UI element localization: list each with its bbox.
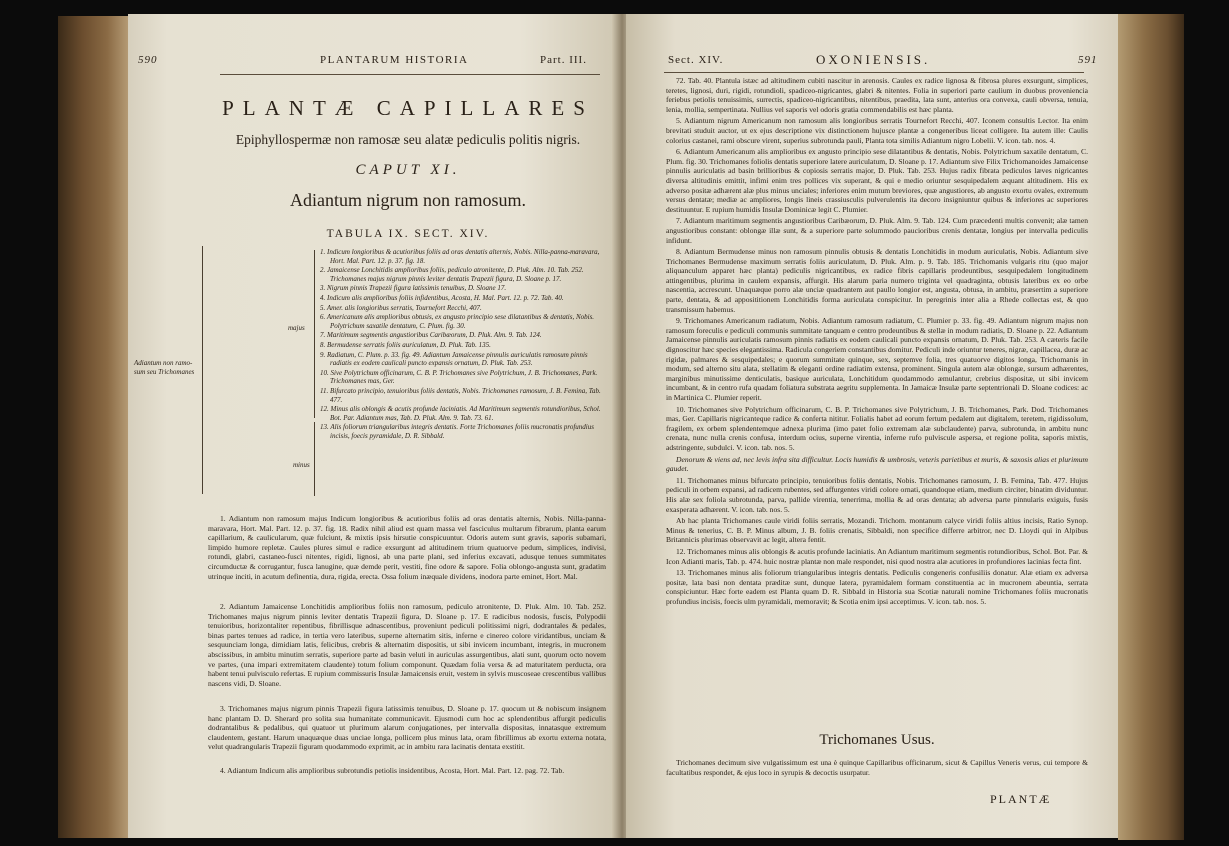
left-part: Part. III. xyxy=(540,54,587,66)
right-paragraph: 8. Adiantum Bermudense minus non ramosum pinnulis obtusis & dentatis Lonchitidis in modum auriculatis, Nobis. Adiantum sive Trichomanes Bermudense maximum serratis foliis auriculatum, D. Pluk. Alm. p. 9. Tab. 185. Trichomanis vulgaris ritu (quo major aliquanculum apparet hæc planta) pediculis nigricantibus, ex radice fibris capillaris prodeuntibus, sesquipedalem longitudinem attingentibus, plurima in caulem expansis, affurgit. His alarum paria numero triginta vel quadraginta, obtusis lateribus ex eo orbe nascentia, accrescunt. Unaquæque porro alæ unciæ quadrantem aut paullo longior est, angusta, obtusa, in ambitu, præsertim a superiore parte, dentata, & ad apposititionem Lonchitidis forma auriculata conspicitur. In peregrinis inter alia a Rhede collectas est, & quo transmissum habemus. xyxy=(666,247,1088,314)
minus-brace xyxy=(314,422,315,496)
synopsis-item: 10. Sive Polytrichum officinarum, C. B. P. Trichomanes sive Polytrichum, J. B. Trichomanes, Park. Trichomanes mas, Ger. xyxy=(320,368,598,386)
paragraph-1: 1. Adiantum non ramosum majus Indicum longioribus & acutioribus foliis ad oras dentatis alternis, Nobis. Nilla-panna-maravara, Hort. Mal. Part. 12. p. 37. fig. 18. Radix nihil aliud est quam massa vel fasciculus multarum fibrarum, planta earum capillarium, & caulicularum, quæ fulciunt, & mixtis ipsis hirsutie conspicuuntur. Odoris autem sunt gravis, saporis subamari, limpido humore repletæ. Caules plures simul e radice exsurgunt ad altitudinem trium quatuorve pedum, simplices, indivisi, rotundi, glabri, castaneo-fusci nitentes, rigidi, lignosi, ab una parte plani, sed inferius excavati, adusque tenues summitates circumductæ & corrugantur, fusca lanugine, quæ demde perit, vestiti, fine odore & sapore. Folia oblongo-angusta sunt, gradatim utrinque inciti, in acutum definentia, dura, rigida, erecta. Ossa folium inæquale dividens, inodora parte eminet, Hort. Mal. xyxy=(208,514,606,581)
book-edge-left xyxy=(58,16,128,838)
usus-text: Trichomanes decimum sive vulgatissimum est una è quinque Capillaribus officinarum, sicut & Capillus Veneris verus, cui tempore & facultatibus respondet, & ejus loco in syrupis & decoctis usurpatur. xyxy=(666,758,1088,777)
group-minus: minus xyxy=(293,461,310,469)
right-page-number: 591 xyxy=(1078,54,1098,66)
synopsis-item: 7. Maritimum segmentis angustioribus Caribæorum, D. Pluk. Alm. 9. Tab. 124. xyxy=(320,331,542,340)
paragraph-2: 2. Adiantum Jamaicense Lonchitidis amplioribus foliis non ramosum, pediculo atronitente, D. Pluk. Alm. 10. Tab. 252. Trichomanes majus nigrum pinnis leviter dentatis Trapezii figura, D. Sloane p. 17. E radicibus nodosis, fuscis, Polypodii tenuioribus, horizontaliter repentibus, fibrillisque adnascentibus, proveniunt pediculi politissimi nigri, dodrantales & pedales, binas partes tenues ad radice, in tertia vero lateribus, superne alternatim sitis, inferne e cinereo colore viridantibus, unciam & sesquunciam longa, dimidiam latis, felicibus, crebris & alternatim dispositis, ut sibi invicem incumbant, integris, in mucronem abscissibus, in ambitu minutim serratis, superiore parte ad basin veluti in auriculas assurgentibus, alati sunt, quorum octo novem ve partes, (una impari extremitatem claudente) totum folium componunt. Quædam folia versa & ad maturitatem perducta, ora habent tenui pulvisculo refertas. E rupium commissuris Insulæ Jamaicensis eruit, vestem in sylvis muscoseae crescentibus vallibus nascens vidi, D. Sloane. xyxy=(208,602,606,688)
synopsis-item: 1. Indicum longioribus & acutioribus foliis ad oras dentatis alternis, Nobis. Nilla-panna-maravara, Hort. Mal. Part. 12. p. 37. fig. 18. xyxy=(320,248,600,265)
synopsis-item: 11. Bifurcato principio, tenuioribus foliis dentatis, Nobis. Trichomanes ramosum, J. B. Femina, Tab. 477. xyxy=(320,386,601,404)
brace-label: Adiantum non ramo-sum seu Trichomanes xyxy=(134,359,195,376)
paragraph-3: 3. Trichomanes majus nigrum pinnis Trapezii figura latissimis tenuibus, D. Sloane p. 17. quocum ut & nobiscum insignem hanc plantam D. D. Sherard pro solita sua humanitate communicavit. Ejusmodi cum hoc ac splendentibus affurgit pediculis dodrantalibus & pedalibus, qui quatuor ut plurimum alarum conjugationes, per intervalla dispositas, innatasque extremum claudentem, gestant. Harum unaquæque duas unciae longa, pollicem plus minus lata, oram fibrillimus ab exortu externa notata, velut quadrangularis Trapezii figuram quodammodo exprimit, ac in ambitu rara lacinatis dentata exstitit. xyxy=(208,704,606,752)
left-running-title: PLANTARUM HISTORIA xyxy=(320,54,469,66)
right-text-block xyxy=(666,76,1088,606)
right-paragraph: 9. Trichomanes Americanum radiatum, Nobis. Adiantum ramosum radiatum, C. Plumier p. 33. fig. 49. Adiantum nigrum majus non ramosum foreculis e pediculi communis summitate tanquam e centro prodeuntibus & stellæ in modum radiatis, D. Sloane p. 22. Adiantum Jamaicense pinnulis auriculatis ramosum pinnis radiatis ex eodem caulicali puncto expansis ornatum, D. Pluk. Tab. 253. A cæteris facile dignoscitur hæc species elegantissima. Radicula congeriem constantibus domitur. Pediculi inde oriuntur teneres, nigræ, capillacea, duræ ac rigidæ, palmares & sesquipedales; e quorum summitate quinque, sex, septemve folia, tres quatuorve digitos longa, Trichomanis in modum, sed alterno situ alata, stellatim & eleganti ordine radiatim extensa, prominent. Singula autem alæ oblongæ, sursum adhærentes, marginibus minutissime denticulatis, basique auriculata, Lonchitidum quodammodo æmulantur, crebrius dispositæ, ut sibi invicem incumbant, & in centro rufa quadam foliatura substrata aegritu supplementa. In Jamaicæ Insulæ parte septentrionali D. Sloane codices: ac in Martinica C. Plumier reperit. xyxy=(666,316,1088,402)
main-title: PLANTÆ CAPILLARES xyxy=(222,96,594,120)
left-page-number: 590 xyxy=(138,54,158,66)
majus-brace xyxy=(314,250,315,418)
catchword: PLANTÆ xyxy=(990,792,1052,806)
tabula-heading: TABULA IX. SECT. XIV. xyxy=(326,228,490,240)
book-edge-right xyxy=(1118,14,1184,840)
right-paragraph: Ab hac planta Trichomanes caule viridi foliis serratis, Mozandi. Trichom. montanum calyce viridi foliis altius incisis, Ratio Synop. Minus & tenerius, C. B. P. Minus album, J. B. foliis crenatis, Sibbaldi, non specifice differre arbitror, nec D. Lloydi qui in Alpibus Britannicis plurimas observavit ac legit, altera fentit. xyxy=(666,516,1088,545)
right-running-title: OXONIENSIS. xyxy=(816,52,931,67)
synopsis-item: 3. Nigrum pinnis Trapezii figura latissimis tenuibus, D. Sloane 17. xyxy=(320,284,507,293)
synopsis-list xyxy=(320,248,602,441)
right-section: Sect. XIV. xyxy=(668,54,724,66)
right-page xyxy=(626,14,1118,838)
right-paragraph: 12. Trichomanes minus alis oblongis & acutis profunde laciniatis. An Adiantum maritimum segmentis rotundioribus, Schol. Bot. Par. & Icon Adianti maris, Tab. p. 474. huic nostræ plantæ non male respondet, nisi quod nostra alæ acutiores in profundiores lacinias fecta fint. xyxy=(666,546,1088,566)
header-rule xyxy=(220,74,600,75)
synopsis-item: 2. Jamaicense Lonchitidis amplioribus foliis, pediculo atronitente, D. Pluk. Alm. 10. Tab. 252. Trichomanes majus nigrum pinnis leviter dentatis Trapezii figura, D. Sloane p. 17. xyxy=(320,266,584,283)
header-rule xyxy=(664,72,1084,73)
right-paragraph: 11. Trichomanes minus bifurcato principio, tenuioribus foliis dentatis, Nobis. Trichomanes ramosum, J. B. Femina, Tab. 477. Hujus pediculi in orbem expansi, ad radicem rubentes, sed affurgentes viridi colore ornati, quandoque etiam, medium circiter, binatim dividuntur. His alæ sex foliola subrotunda, parva, pallide virentia, tenerrima, mollia & ad oras dentata; ab adversa parte pinnularis exiguis, fusis exasperata adhærent. V. icon. tab. nos. 5. xyxy=(666,475,1088,514)
right-paragraph: Denorum & viens ad, nec levis infra sita difficultur. Locis humidis & umbrosis, veteris parietibus et muris, & saxosis alias et plurimum gaudet. xyxy=(666,454,1088,474)
synopsis-item: 6. Americanum alis amplioribus obtusis, ex angusto principio sese dilatantibus & dentatis, Nobis. Polytrichum saxatile dentatum, C. Plum. fig. 30. xyxy=(320,313,595,330)
caput-heading: CAPUT XI. xyxy=(355,162,461,178)
group-majus: majus xyxy=(288,324,305,332)
synopsis-item: 13. Alis foliorum triangularibus integris dentatis. Forte Trichomanes foliis mucronatis profundius incisis, foecis pyramidale, D. R. Sibbald. xyxy=(320,423,594,440)
synopsis-item: 12. Minus alis oblongis & acutis profunde laciniatis. Ad Maritimum segmentis rotundioribus, Schol. Bot. Par. Adiantum mas, Tab. D. Pluk. Alm. 9. Tab. 73. 61. xyxy=(320,405,601,422)
left-page xyxy=(128,14,618,838)
synopsis-item: 8. Bermudense serratis foliis auriculatum, D. Pluk. Tab. 135. xyxy=(320,340,491,349)
synopsis-item: 4. Indicum alis amplioribus foliis infidentibus, Acosta, H. Mal. Part. 12. p. 72. Tab. 40. xyxy=(320,293,564,302)
right-paragraph: 13. Trichomanes minus alis foliorum triangularibus integris dentatis. Pediculis congeneris confusiliis donatur. Alæ etiam ex adversa positæ, lata basi non dentata præditæ sunt, dunque latera, pyramidalem formam constituentia ac in mucronem abeuntia, serrata conspiciuntur. Hæc forte eadem est Planta quam D. R. Sibbald in Historia sua Scotiæ naturali nomine Trichomanes foliis mucronatis profundius incisis, foecis ulm pyramidali, memoravit; & Scotia enim ipsi acceptimus. V. icon. tab. nos. 5. xyxy=(666,568,1088,606)
right-paragraph: 72. Tab. 40. Plantula istæc ad altitudinem cubiti nascitur in arenosis. Caules ex radice lignosa & fibrosa plures exsurgunt, simplices, teretes, lignosi, duri, rigidi, rotundioli, spadiceo-nigricantes, glabri & nitentes. Folia in superiori parte caulium in duobus proveniencia feriebus petiolis tenuissimis, surrectis, spadiceo-nigricantibus, nitentibus, praedita, lata sunt, anterius ora convexa, cauli obversa, tenuia, lenia, mollia, sempertinata. Nullius vel saporis vel odoris gratia commendabilis est hæc planta. xyxy=(666,76,1088,114)
paragraph-4: 4. Adiantum Indicum alis amplioribus subrotundis petiolis insidentibus, Acosta, Hort. Mal. Part. 12. pag. 72. Tab. xyxy=(220,766,565,775)
right-paragraph: 10. Trichomanes sive Polytrichum officinarum, C. B. P. Trichomanes sive Polytrichum, J. B. Trichomanes, Park. Dod. Trichomanes mas, Ger. Capillaris nigricanteque radice & conferta nititur. Folialis habet ad eorum fertum pedalem aut digitalem, teretem, rigidissolum, fragilem, ex orbem splendentemque adnexa plurima (imo patet folio extremam alæ subclaudente) parva, subrotunda, in ambitu nunc crenata, nunc nulla crenis confusa, interdum ocius, superne virentia, inferne rufo pulviscule aspersa, et regione polita, saporis mixtis, adstringente, subdulci. V. icon. tab. nos. 5. xyxy=(666,404,1088,452)
right-paragraph: 6. Adiantum Americanum alis amplioribus ex angusto principio sese dilatantibus & dentatis, Nobis. Polytrichum saxatile dentatum, C. Plum. fig. 30. Trichomanes foliolis dentatis superiore latere auriculatum, D. Sloane p. 17. Adiantum sive Filix Trichomanoides Jamaicense pinnulis auriculatis ad basin brillioribus & copiosis serratis major, D. Pluk. Tab. 253. Hujus radix fibrata pediculos læves nigricantes diversa altitudinis emittit, infimi enim tres pollices vix superant, & qui e medio oriuntur sesquipedalem æquant altitudinem. His ex adverso positæ adhærent alæ plus minus unciales; inferiores enim mutum breviores, quæ angustiores, ab angusto exortu ovales, extremum versus dentatæ; mediæ ac ampliores, longis lineis crassiusculis pulverulentis ita decoro insigniuntur quibus & inferiores ac superiores destituuntur. E rupium humidis Insulæ Dominicæ legit C. Plumier. xyxy=(666,147,1088,214)
subtitle: Epiphyllospermæ non ramosæ seu alatæ pediculis politis nigris. xyxy=(235,132,581,147)
right-paragraph: 7. Adiantum maritimum segmentis angustioribus Caribæorum, D. Pluk. Alm. 9. Tab. 124. Cum præcedenti multis convenit; alæ tamen angustioribus constant: oblongæ illæ sunt, & a superiore parte solummodo paucioribus crenis dentatæ, longius per intervalla pediculis infidunt. xyxy=(666,216,1088,245)
synopsis-item: 9. Radiatum, C. Plum. p. 33. fig. 49. Adiantum Jamaicense pinnulis auriculatis ramosum pinnis radiatis ex eodem caulicali puncto expansis ornatum, D. Pluk. Tab. 253. xyxy=(320,350,588,368)
outer-brace xyxy=(202,246,203,494)
plant-title: Adiantum nigrum non ramosum. xyxy=(290,190,526,210)
synopsis-item: 5. Amer. alis longioribus serratis, Tournefort Recchi, 407. xyxy=(320,303,482,312)
right-paragraph: 5. Adiantum nigrum Americanum non ramosum alis longioribus serratis Tournefort Recchi, 407. Iconem consultis Lector. Ita enim brevitati studuit auctor, ut ex ejus descriptione vix distinctionem hujusce plantæ a congeneribus liceat colligere. Ita autem ille: Caulis colorius castanei, rami obscure virent, superius subrotunda pauli, Planta tota similis Adiantum nigro Lobelii. V. icon. tab. nos. 4. xyxy=(666,116,1088,145)
usus-title: Trichomanes Usus. xyxy=(819,732,935,748)
